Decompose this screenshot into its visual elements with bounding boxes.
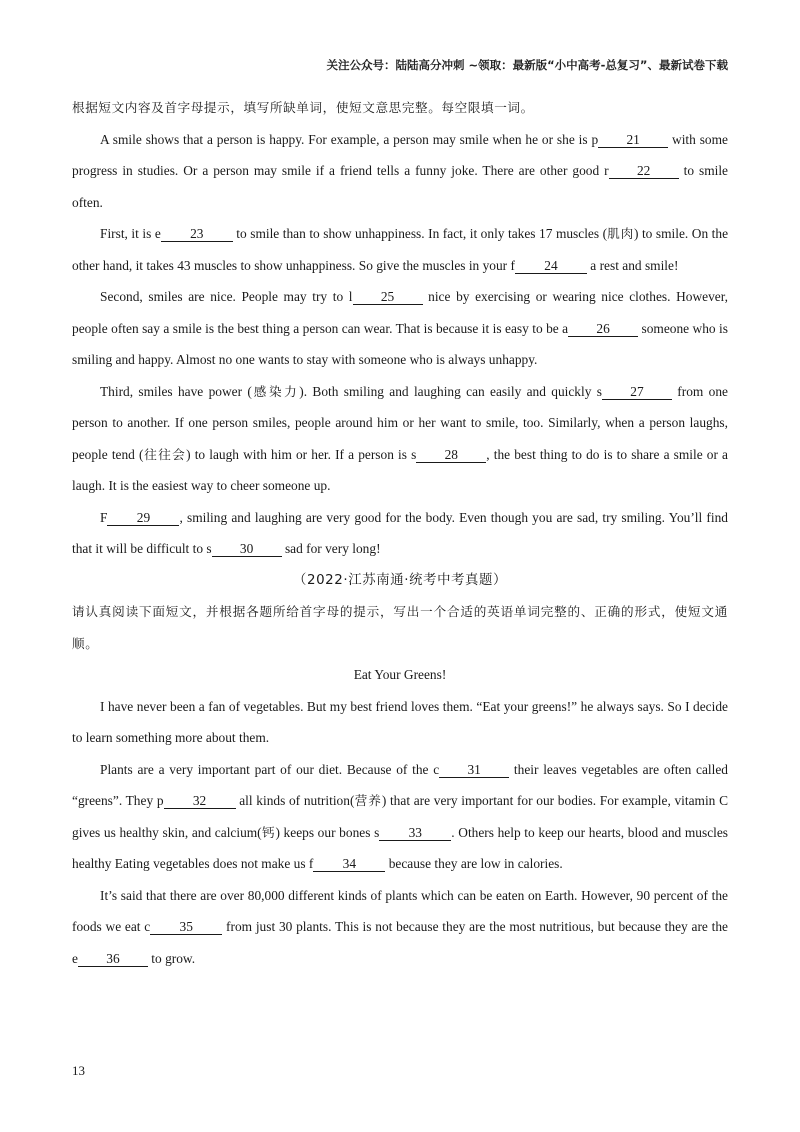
passage-text: from one person to another. If one person smiles, people around him or her want to smile, too. Similarly, when a person laughs, people tend ( [72,383,728,462]
chinese-gloss: 往往会 [143,446,187,462]
document-body [72,92,728,974]
answer-blank-27[interactable]: 27 [602,385,672,400]
passage-text: ) to smile. On the other hand, it takes 43 muscles to show unhappiness. So give the muscles in your f [72,226,729,273]
passage-paragraph [72,880,728,975]
passage-text: a rest and smile! [586,257,679,273]
chinese-gloss: 营养 [354,793,382,808]
passage-text: because they are low in calories. [385,856,563,871]
passage-text: It’s said that there are over 80,000 different kinds of plants which can be eaten on Earth. However, 90 percent of the foods we eat c [72,887,728,934]
passage-text: I have never been a fan of vegetables. But my best friend loves them. “Eat your greens!” he always says. So I decide to learn something more about them. [72,698,728,745]
passage-paragraph [72,376,728,502]
passage-paragraph [72,754,728,880]
passage-text: nice by exercising or wearing nice clothes. However, people often say a smile is the best thing a person can wear. That is because it is easy to be a [72,289,728,336]
passage-text: , the best thing to do is to share a smile or a laugh. It is the easiest way to cheer someone up. [72,446,728,493]
answer-blank-35[interactable]: 35 [150,920,222,935]
answer-blank-21[interactable]: 21 [598,133,668,148]
passage-paragraph [72,124,728,219]
passage-text: all kinds of nutrition( [235,793,355,808]
passage-text: ). Both smiling and laughing can easily and quickly s [299,383,602,399]
passage-text: . Others help to keep our hearts, blood and muscles healthy Eating vegetables does not make us f [72,824,729,871]
passage-paragraph [72,691,728,754]
passage-text: to smile often. [72,163,729,210]
answer-blank-36[interactable]: 36 [78,952,148,967]
passage-text: someone who is smiling and happy. Almost no one wants to stay with someone who is always unhappy. [72,320,728,367]
passage-text: to grow. [147,950,196,966]
passage-paragraph [72,502,728,565]
passage-text: , smiling and laughing are very good for the body. Even though you are sad, try smiling. You’ll find that it will be difficult to s [72,509,728,556]
answer-blank-24[interactable]: 24 [515,259,587,274]
section2-instruction: 请认真阅读下面短文，并根据各题所给首字母的提示，写出一个合适的英语单词完整的、正确的形式，使短文通顺。 [72,604,728,651]
chinese-gloss: 钙 [261,824,276,840]
passage-text: A smile shows that a person is happy. For example, a person may smile when he or she is p [100,131,599,147]
section1-instruction: 根据短文内容及首字母提示，填写所缺单词，使短文意思完整。每空限填一词。 [72,100,534,115]
answer-blank-29[interactable]: 29 [107,511,179,526]
passage-text: from just 30 plants. This is not because they are the most nutritious, but because they are the e [72,919,728,966]
answer-blank-26[interactable]: 26 [568,322,638,337]
passage-text: to smile than to show unhappiness. In fact, it only takes 17 muscles ( [232,226,608,241]
section2-passage [72,691,728,975]
passage-text: sad for very long! [281,541,381,556]
exam-source: （2022·江苏南通·统考中考真题） [292,572,508,588]
answer-blank-30[interactable]: 30 [212,542,282,557]
passage-text: Second, smiles are nice. People may try to l [100,289,353,304]
answer-blank-32[interactable]: 32 [164,794,236,809]
answer-blank-25[interactable]: 25 [353,290,423,305]
passage-text: Plants are a very important part of our diet. Because of the c [100,761,440,777]
page-number: 13 [72,1063,85,1078]
passage-paragraph [72,218,728,281]
passage-text: their leaves vegetables are often called “greens”. They p [72,761,728,808]
passage-text: ) that are very important for our bodies. For example, vitamin C gives us healthy skin, and calcium( [72,793,728,840]
passage-title: Eat Your Greens! [353,667,447,682]
chinese-gloss: 肌肉 [607,226,634,241]
passage-text: Third, smiles have power ( [100,383,252,399]
passage-paragraph [72,281,728,376]
answer-blank-23[interactable]: 23 [161,227,233,242]
passage-text: F [100,509,108,525]
page-header: 关注公众号：陆陆高分冲刺 ~领取：最新版“小中高考-总复习”、最新试卷下载 [326,58,728,72]
answer-blank-28[interactable]: 28 [416,448,486,463]
answer-blank-22[interactable]: 22 [609,164,679,179]
passage-text: ) to laugh with him or her. If a person is s [186,446,417,462]
answer-blank-31[interactable]: 31 [439,763,509,778]
passage-text: with some progress in studies. Or a person may smile if a friend tells a funny joke. There are other good r [72,131,728,178]
passage-text: ) keeps our bones s [275,824,380,840]
chinese-gloss: 感染力 [251,383,300,399]
passage-text: First, it is e [100,226,161,241]
section1-passage [72,124,728,565]
answer-blank-34[interactable]: 34 [313,857,385,872]
answer-blank-33[interactable]: 33 [379,826,451,841]
